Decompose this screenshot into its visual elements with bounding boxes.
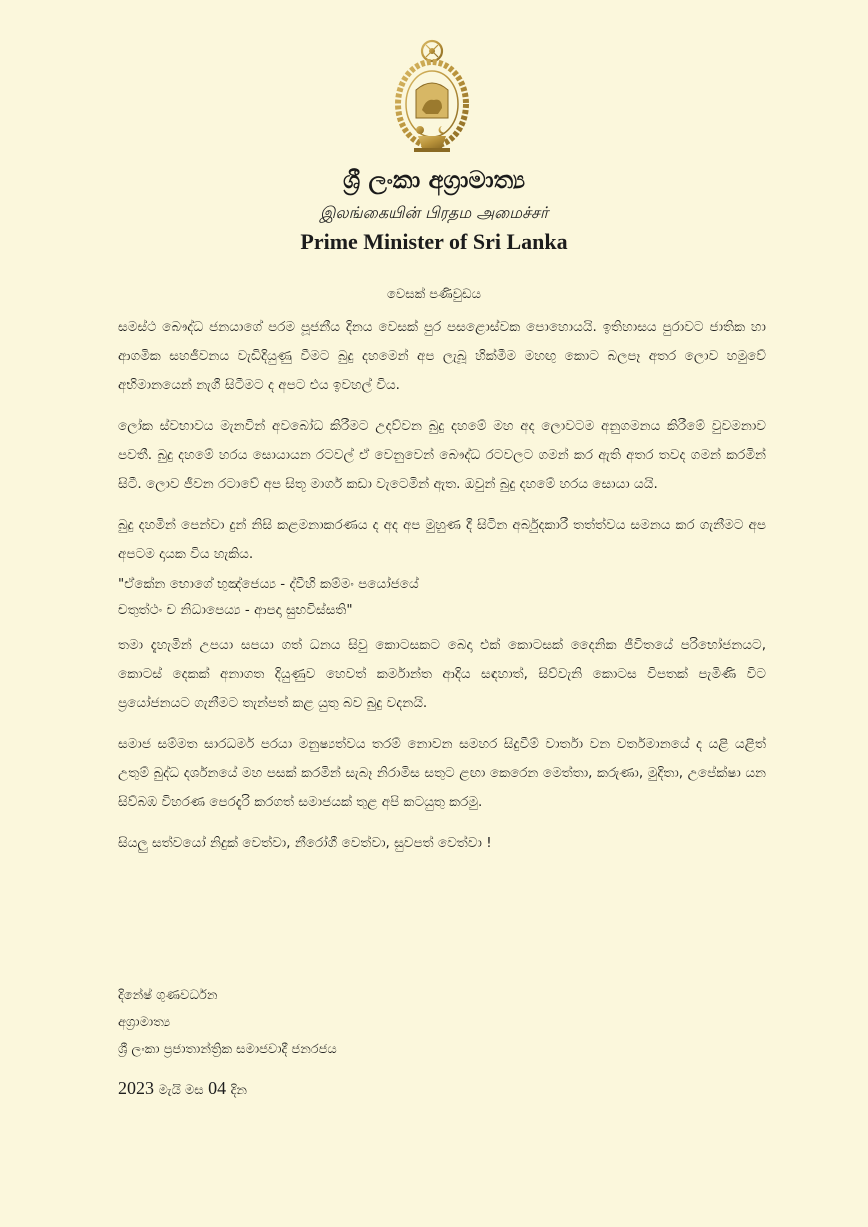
paragraph: සමාජ සම්මත සාරධර්ම පරයා මනුෂ්‍යත්වය තරම් නොවන සමහර සිදුවීම් වාර්තා වන වර්තමානයේ ද යළි යළිත් උතුම් බුද්ධ දර්ශනයේ මහ පසක් කරමින් සැබෑ නිරාමිස සතුට ළඟා කෙරෙන මෙත්තා, කරුණා, මුදිතා, උපේක්ෂා යන සිව්බඹ විහරණ පෙරදැරි කරගත් සමාජයක් තුළ අපි කටයුතු කරමු.	[118, 736, 766, 810]
letterhead-title-english: Prime Minister of Sri Lanka	[300, 229, 568, 254]
signature-block	[118, 982, 337, 1063]
message-body	[118, 313, 766, 870]
message-heading: වෙසක් පණිවුඩය	[387, 287, 481, 302]
letter-date	[118, 1078, 247, 1099]
date-suffix: දින	[230, 1083, 247, 1098]
letterhead-title-sinhala: ශ්‍රී ලංකා අග්‍රාමාත්‍ය	[342, 166, 526, 194]
paragraph: තමා දැහැමින් උපයා සපයා ගත් ධනය සිවු කොටසකට බෙදා එක් කොටසක් දෛනික ජීවිතයේ පරිභෝජනයට, කොටස් දෙකක් අනාගත දියුණුව හෙවත් කර්මාන්ත ආදිය සඳහාත්, සිව්වැනි කොටස විපතක් පැමිණි විට ප්‍රයෝජනයට ගැනීමට තැන්පත් කළ යුතු බව බුදු වදනයි.	[118, 637, 766, 711]
paragraph: බුදු දහමින් පෙන්වා දුන් නිසි කළමනාකරණය ද අද අප මුහුණ දී සිටින අර්බුදකාරී තත්ත්වය සමනය කර ගැනීමට අප අපටම දායක විය හැකිය.	[118, 517, 766, 562]
sri-lanka-emblem-icon	[386, 38, 478, 153]
signatory-name: දිනේෂ් ගුණවර්ධන	[118, 988, 218, 1003]
closing-blessing: සියලු සත්වයෝ නිදුක් වෙත්වා, නීරෝගී වෙත්වා, සුවපත් වෙත්වා !	[118, 835, 492, 851]
verse-line: චතුත්ථං ච නිධාපෙය්‍ය - ආපදා සුභවිස්සති"	[118, 602, 353, 618]
date-month: මැයි මස	[158, 1083, 204, 1098]
date-year: 2023	[118, 1078, 154, 1098]
paragraph: ලෝක ස්වභාවය මැනවින් අවබෝධ කිරීමට උදව්වන බුදු දහමේ මහ අද ලොවටම අනුගමනය කිරීමේ වුවමනාව පවතී. බුදු දහමේ හරය සොයායන රටවල් ඒ වෙනුවෙන් බෞද්ධ රටවලට ගමන් කර ඇති අතර තවද ගමන් කරමින් සිටී. ලොව ජීවන රටාවේ අප සිතූ මාර්ග කඩා වැටෙමින් ඇත. ඔවුන් බුදු දහමේ හරය සොයා යයි.	[118, 418, 766, 492]
verse-line: "ඒකේන භොගේ භුඤ්ජෙය්‍ය - ද්වීහි කම්මං පයෝජයේ	[118, 576, 419, 592]
signatory-position: අග්‍රාමාත්‍ය	[118, 1015, 171, 1030]
letterhead-title-tamil: இலங்கையின் பிரதம அமைச்சர்	[319, 203, 549, 222]
signatory-country: ශ්‍රී ලංකා ප්‍රජාතාන්ත්‍රික සමාජවාදී ජනරජය	[118, 1042, 337, 1057]
paragraph: සමස්ථ බෞද්ධ ජනයාගේ පරම පූජනීය දිනය වෙසක් පුර පසළොස්වක පොහොයයි. ඉතිහාසය පුරාවට ජාතික හා ආගමික සහජීවනය වැඩිදියුණු වීමට බුදු දහමෙන් අප ලැබූ හික්මීම මහඟු කොට බලපෑ අතර ලොව හමුවේ අභිමානයෙන් නැගී සිටීමට ද අපට එය ඉවහල් විය.	[118, 319, 766, 393]
date-day: 04	[208, 1078, 227, 1098]
